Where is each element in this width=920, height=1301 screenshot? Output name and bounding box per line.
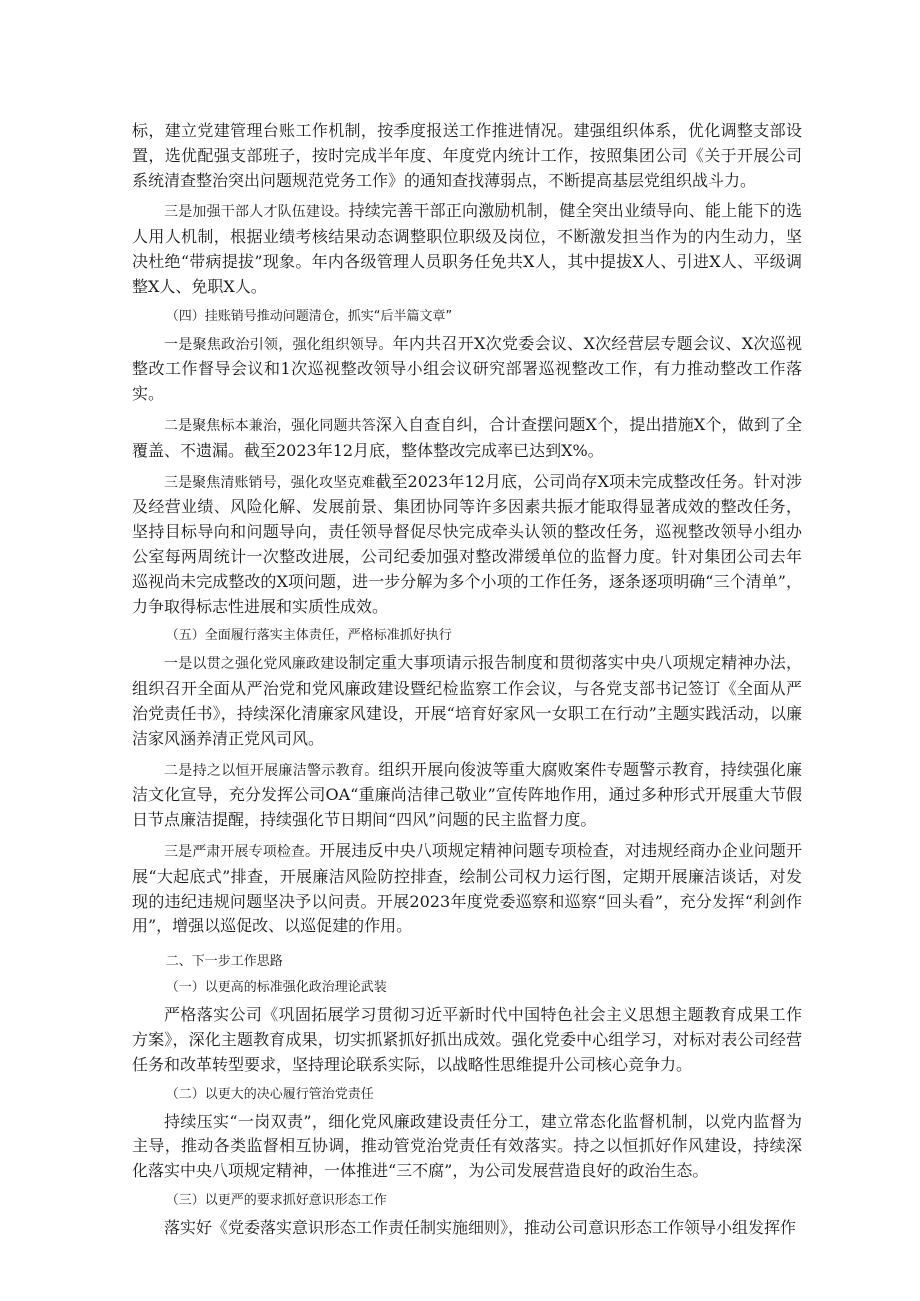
section-heading: （一）以更高的标准强化政治理论武装 xyxy=(165,980,387,996)
section-heading: （五）全面履行落实主体责任，严格标准抓好执行 xyxy=(165,628,452,644)
paragraph-body: 组织开展向俊波等重大腐败案件专题警示教育，持续强化廉洁文化宣导，充分发挥公司OA“重廉尚洁律己敬业”宣传阵地作用，通过多种形式开展重大节假日节点廉洁提醒，持续强化节日期间“四风”问题的民主监督力度。 xyxy=(132,759,802,830)
paragraph: 持续压实“一岗双责”，细化党风廉政建设责任分工，建立常态化监督机制，以党内监督为主导，推动各类监督相互协调，推动管党治党责任有效落实。持之以恒抓好作风建设，持续深化落实中央八项规定精神，一体推进“三不腐”，为公司发展营造良好的政治生态。 xyxy=(132,1111,802,1181)
section-heading: （二）以更大的决心履行管治党责任 xyxy=(165,1086,374,1102)
paragraph-body: 制定重大事项请示报告制度和贯彻落实中央八项规定精神办法，组织召开全面从严治党和党风廉政建设暨纪检监察工作会议，与各党支部书记签订《全面从严治党责任书》，持续深化清廉家风建设，开展“培育好家风一女职工在行动”主题实践活动，以廉洁家风涵养清正党风司风。 xyxy=(132,653,802,748)
paragraph-lead: 三是严肃开展专项检查。 xyxy=(164,843,320,860)
paragraph-body: 持续完善干部正向激励机制，健全突出业绩导向、能上能下的选人用人机制，根据业绩考核结果动态调整职位职级及岗位，不断激发担当作为的内生动力，坚决杜绝“带病提拔”现象。年内各级管理人员职务任免共X人，其中提拔X人、引进X人、平级调整X人、免职X人。 xyxy=(132,201,802,296)
chapter-heading: 二、下一步工作思路 xyxy=(165,954,283,970)
paragraph xyxy=(132,470,802,620)
paragraph: 标，建立党建管理台账工作机制，按季度报送工作推进情况。建强组织体系，优化调整支部设置，选优配强支部班子，按时完成半年度、年度党内统计工作，按照集团公司《关于开展公司系统清查整治突出问题规范党务工作》的通知查找薄弱点，不断提高基层党组织战斗力。 xyxy=(132,121,802,190)
paragraph-lead: 二是聚焦标本兼治，强化同题共答 xyxy=(164,417,376,434)
paragraph xyxy=(132,758,802,833)
paragraph: 严格落实公司《巩固拓展学习贯彻习近平新时代中国特色社会主义思想主题教育成果工作方案》，深化主题教育成果，切实抓紧抓好抓出成效。强化党委中心组学习，对标对表公司经营任务和改革转型要求，坚持理论联系实际，以战略性思维提升公司核心竞争力。 xyxy=(132,1005,802,1074)
paragraph-lead: 一是聚焦政治引领，强化组织领导。 xyxy=(164,336,393,353)
paragraph: 落实好《党委落实意识形态工作责任制实施细则》，推动公司意识形态工作领导小组发挥作 xyxy=(164,1217,797,1237)
paragraph-lead: 二是持之以恒开展廉洁警示教育。 xyxy=(164,762,379,779)
paragraph-lead: 一是以贯之强化党风廉政建设 xyxy=(164,656,349,673)
paragraph xyxy=(132,413,802,464)
paragraph xyxy=(132,651,802,751)
section-heading: （四）挂账销号推动问题清仓，抓实“后半篇文章” xyxy=(165,308,453,324)
paragraph-lead: 三是加强干部人才队伍建设。 xyxy=(164,204,349,221)
paragraph-body: 深入自查自纠，合计查摆问题X个，提出措施X个，做到了全覆盖、不遗漏。截至2023年12月底，整体整改完成率已达到X%。 xyxy=(132,414,802,460)
paragraph-body: 截至2023年12月底，公司尚存X项未完成整改任务。针对涉及经营业绩、风险化解、发展前景、集团协同等许多因素共振才能取得显著成效的整改任务，坚持目标导向和问题导向，责任领导督促尽快完成牵头认领的整改任务，巡视整改领导小组办公室每两周统计一次整改进展，公司纪委加强对整改滞缓单位的监督力度。针对集团公司去年巡视尚未完成整改的X项问题，进一步分解为多个小项的工作任务，逐条逐项明确“三个清单”，力争取得标志性进展和实质性成效。 xyxy=(132,471,802,616)
paragraph-lead: 三是聚焦清账销号，强化攻坚克难 xyxy=(164,474,376,491)
paragraph xyxy=(132,332,802,407)
paragraph-body: 开展违反中央八项规定精神问题专项检查，对违规经商办企业问题开展“大起底式”排查，开展廉洁风险防控排查，绘制公司权力运行图，定期开展廉洁谈话，对发现的违纪违规问题坚决予以问责。开展2023年度党委巡察和巡察“回头看”，充分发挥“利剑作用”，增强以巡促改、以巡促建的作用。 xyxy=(132,840,802,936)
paragraph xyxy=(132,199,802,299)
section-heading: （三）以更严的要求抓好意识形态工作 xyxy=(165,1192,387,1208)
paragraph xyxy=(132,839,802,939)
paragraph-body: 年内共召开X次党委会议、X次经营层专题会议、X次巡视整改工作督导会议和1次巡视整改领导小组会议研究部署巡视整改工作，有力推动整改工作落实。 xyxy=(132,333,802,404)
